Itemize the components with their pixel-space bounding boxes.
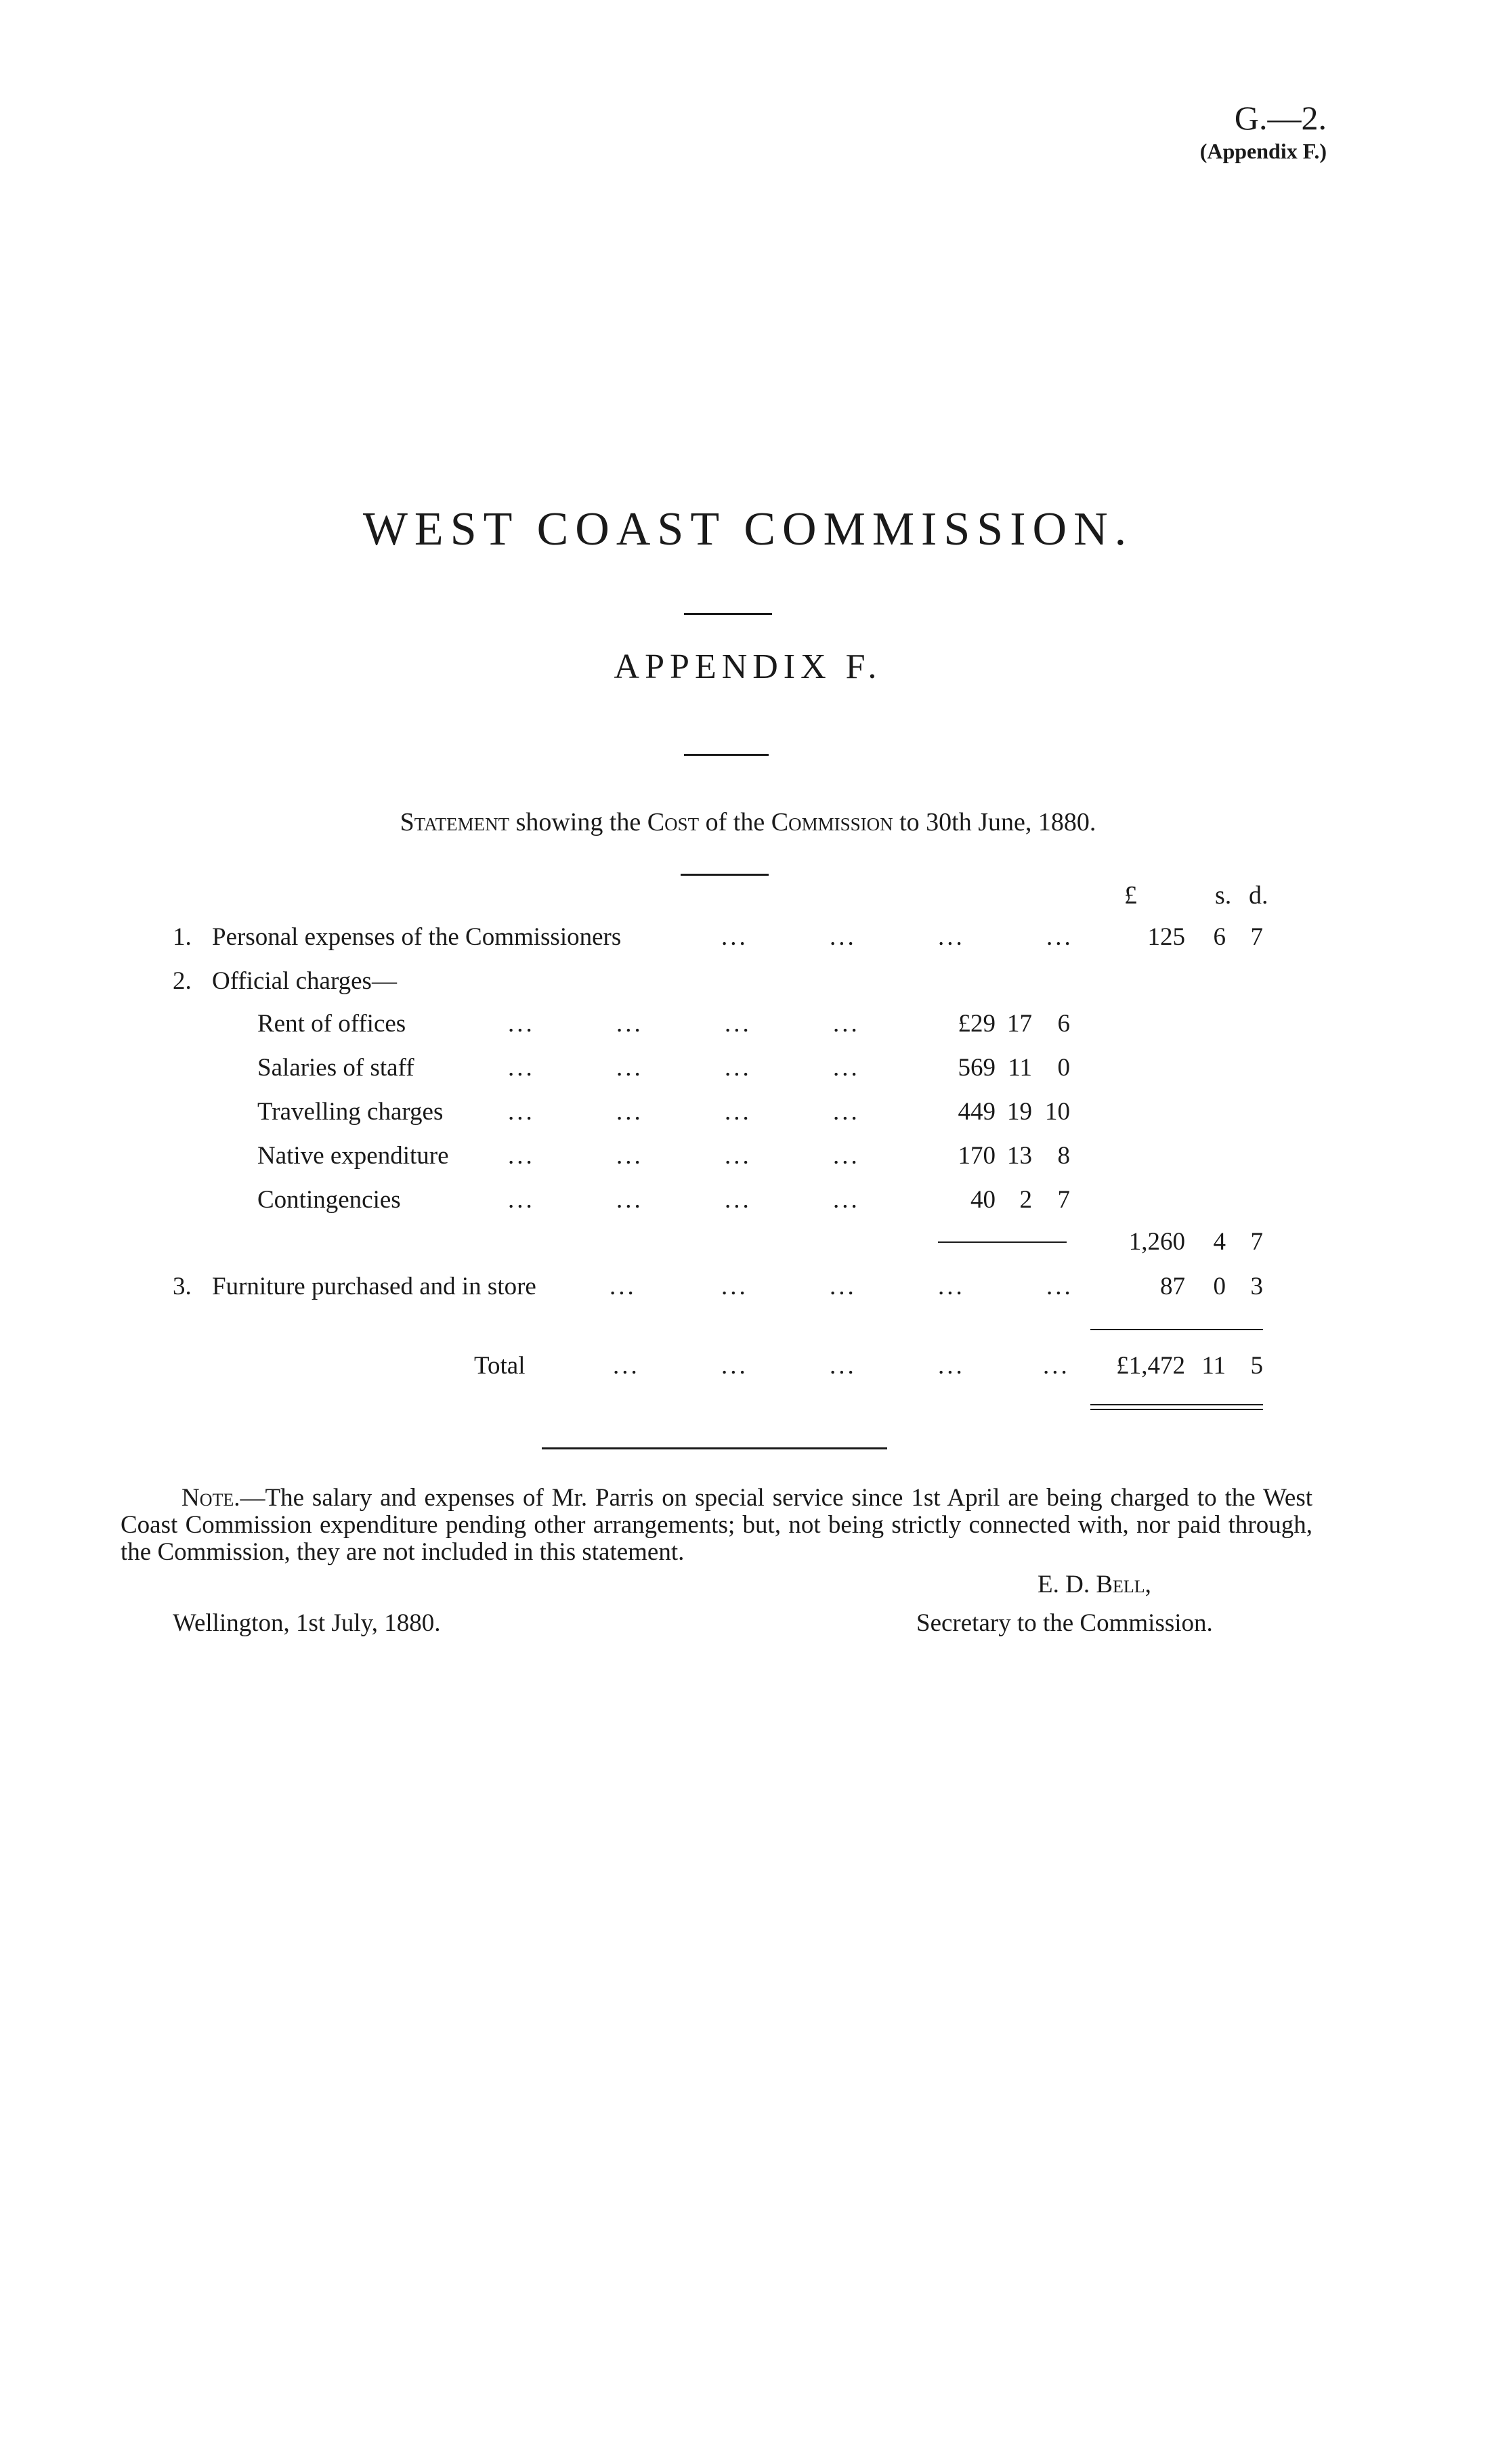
leader-dots: ... — [938, 1352, 965, 1380]
sub-item-shillings: 11 — [1008, 1054, 1032, 1082]
sub-item-pence: 6 — [1057, 1010, 1070, 1038]
col-head-pence: d. — [1249, 881, 1268, 910]
leader-dots: ... — [833, 1054, 860, 1082]
item-1-label: Personal expenses of the Commissioners — [212, 923, 622, 951]
item-1-pence: 7 — [1250, 923, 1263, 951]
caption-word-commission: Commission — [771, 808, 893, 836]
leader-dots: ... — [1046, 1273, 1073, 1300]
caption-divider — [681, 874, 769, 876]
sub-item-pounds: 170 — [958, 1142, 996, 1170]
item-1-shillings: 6 — [1213, 923, 1226, 951]
signer-title: Secretary to the Commission. — [916, 1609, 1213, 1637]
leader-dots: ... — [833, 1010, 860, 1038]
note-paragraph — [121, 1485, 1312, 1566]
appendix-divider — [684, 754, 769, 756]
leader-dots: ... — [725, 1186, 752, 1214]
item-3-pounds: 87 — [1160, 1273, 1185, 1300]
note-text: —The salary and expenses of Mr. Parris on special service since 1st April are being charged to the West Coast Commission expenditure pending other arrangements; but, not being strictly connected with, nor paid through, the Commission, they are not included in this statement. — [121, 1484, 1312, 1566]
total-pounds: £1,472 — [1116, 1352, 1185, 1380]
leader-dots: ... — [508, 1098, 535, 1126]
sub-item-pounds: £29 — [958, 1010, 996, 1038]
leader-dots: ... — [725, 1142, 752, 1170]
col-head-pounds: £ — [1124, 881, 1137, 910]
sub-item-pounds: 569 — [958, 1054, 996, 1082]
leader-dots: ... — [616, 1098, 643, 1126]
sub-item-label: Rent of offices — [257, 1010, 406, 1038]
signer-surname: Bell, — [1096, 1571, 1151, 1598]
total-rule-top — [1090, 1329, 1263, 1330]
document-title: WEST COAST COMMISSION. — [362, 503, 1134, 555]
sub-item-pounds: 40 — [970, 1186, 996, 1214]
item-1-pounds: 125 — [1147, 923, 1185, 951]
sub-item-pence: 10 — [1045, 1098, 1070, 1126]
leader-dots: ... — [1043, 1352, 1070, 1380]
leader-dots: ... — [613, 1352, 640, 1380]
signer-name: E. D. Bell, — [1038, 1571, 1151, 1598]
title-divider — [684, 613, 772, 615]
leader-dots: ... — [508, 1142, 535, 1170]
item-3-label: Furniture purchased and in store — [212, 1273, 536, 1300]
leader-dots: ... — [721, 923, 748, 951]
leader-dots: ... — [616, 1010, 643, 1038]
subtotal-shillings: 4 — [1213, 1228, 1226, 1256]
leader-dots: ... — [508, 1010, 535, 1038]
total-double-rule-1 — [1090, 1404, 1263, 1405]
item-2-label: Official charges— — [212, 967, 397, 995]
appendix-heading: APPENDIX F. — [614, 647, 882, 686]
leader-dots: ... — [616, 1186, 643, 1214]
caption-word-cost: Cost — [647, 808, 700, 836]
leader-dots: ... — [616, 1142, 643, 1170]
sub-item-label: Salaries of staff — [257, 1054, 414, 1082]
leader-dots: ... — [830, 923, 857, 951]
sub-item-pounds: 449 — [958, 1098, 996, 1126]
leader-dots: ... — [833, 1186, 860, 1214]
caption-word-statement: Statement — [400, 808, 510, 836]
sub-item-label: Travelling charges — [257, 1098, 444, 1126]
sub-item-shillings: 17 — [1007, 1010, 1032, 1038]
leader-dots: ... — [833, 1142, 860, 1170]
sub-item-shillings: 13 — [1007, 1142, 1032, 1170]
leader-dots: ... — [616, 1054, 643, 1082]
sub-item-label: Contingencies — [257, 1186, 401, 1214]
leader-dots: ... — [610, 1273, 637, 1300]
subtotal-rule — [938, 1241, 1067, 1243]
sub-item-pence: 8 — [1057, 1142, 1070, 1170]
leader-dots: ... — [1046, 923, 1073, 951]
leader-dots: ... — [938, 923, 965, 951]
note-lead: Note. — [181, 1484, 240, 1512]
leader-dots: ... — [833, 1098, 860, 1126]
leader-dots: ... — [725, 1098, 752, 1126]
col-head-shillings: s. — [1215, 881, 1232, 910]
leader-dots: ... — [725, 1054, 752, 1082]
place-and-date: Wellington, 1st July, 1880. — [173, 1609, 441, 1637]
subtotal-pounds: 1,260 — [1128, 1228, 1185, 1256]
total-double-rule-2 — [1090, 1409, 1263, 1410]
item-3-pence: 3 — [1250, 1273, 1263, 1300]
total-pence: 5 — [1250, 1352, 1263, 1380]
total-label: Total — [474, 1352, 526, 1380]
page-reference: G.—2. — [1234, 99, 1327, 137]
statement-caption: Statement showing the Cost of the Commission to 30th June, 1880. — [400, 808, 1096, 836]
leader-dots: ... — [830, 1352, 857, 1380]
leader-dots: ... — [725, 1010, 752, 1038]
sub-item-shillings: 2 — [1019, 1186, 1032, 1214]
item-1-number: 1. — [173, 923, 192, 951]
item-2-number: 2. — [173, 967, 192, 995]
item-3-shillings: 0 — [1213, 1273, 1226, 1300]
leader-dots: ... — [721, 1352, 748, 1380]
leader-dots: ... — [938, 1273, 965, 1300]
sub-item-pence: 0 — [1057, 1054, 1070, 1082]
item-3-number: 3. — [173, 1273, 192, 1300]
total-shillings: 11 — [1201, 1352, 1226, 1380]
sub-item-pence: 7 — [1057, 1186, 1070, 1214]
sub-item-shillings: 19 — [1007, 1098, 1032, 1126]
leader-dots: ... — [508, 1186, 535, 1214]
leader-dots: ... — [830, 1273, 857, 1300]
subtotal-pence: 7 — [1250, 1228, 1263, 1256]
section-divider — [542, 1447, 887, 1449]
leader-dots: ... — [721, 1273, 748, 1300]
page-reference-appendix: (Appendix F.) — [1199, 139, 1327, 163]
leader-dots: ... — [508, 1054, 535, 1082]
sub-item-label: Native expenditure — [257, 1142, 449, 1170]
